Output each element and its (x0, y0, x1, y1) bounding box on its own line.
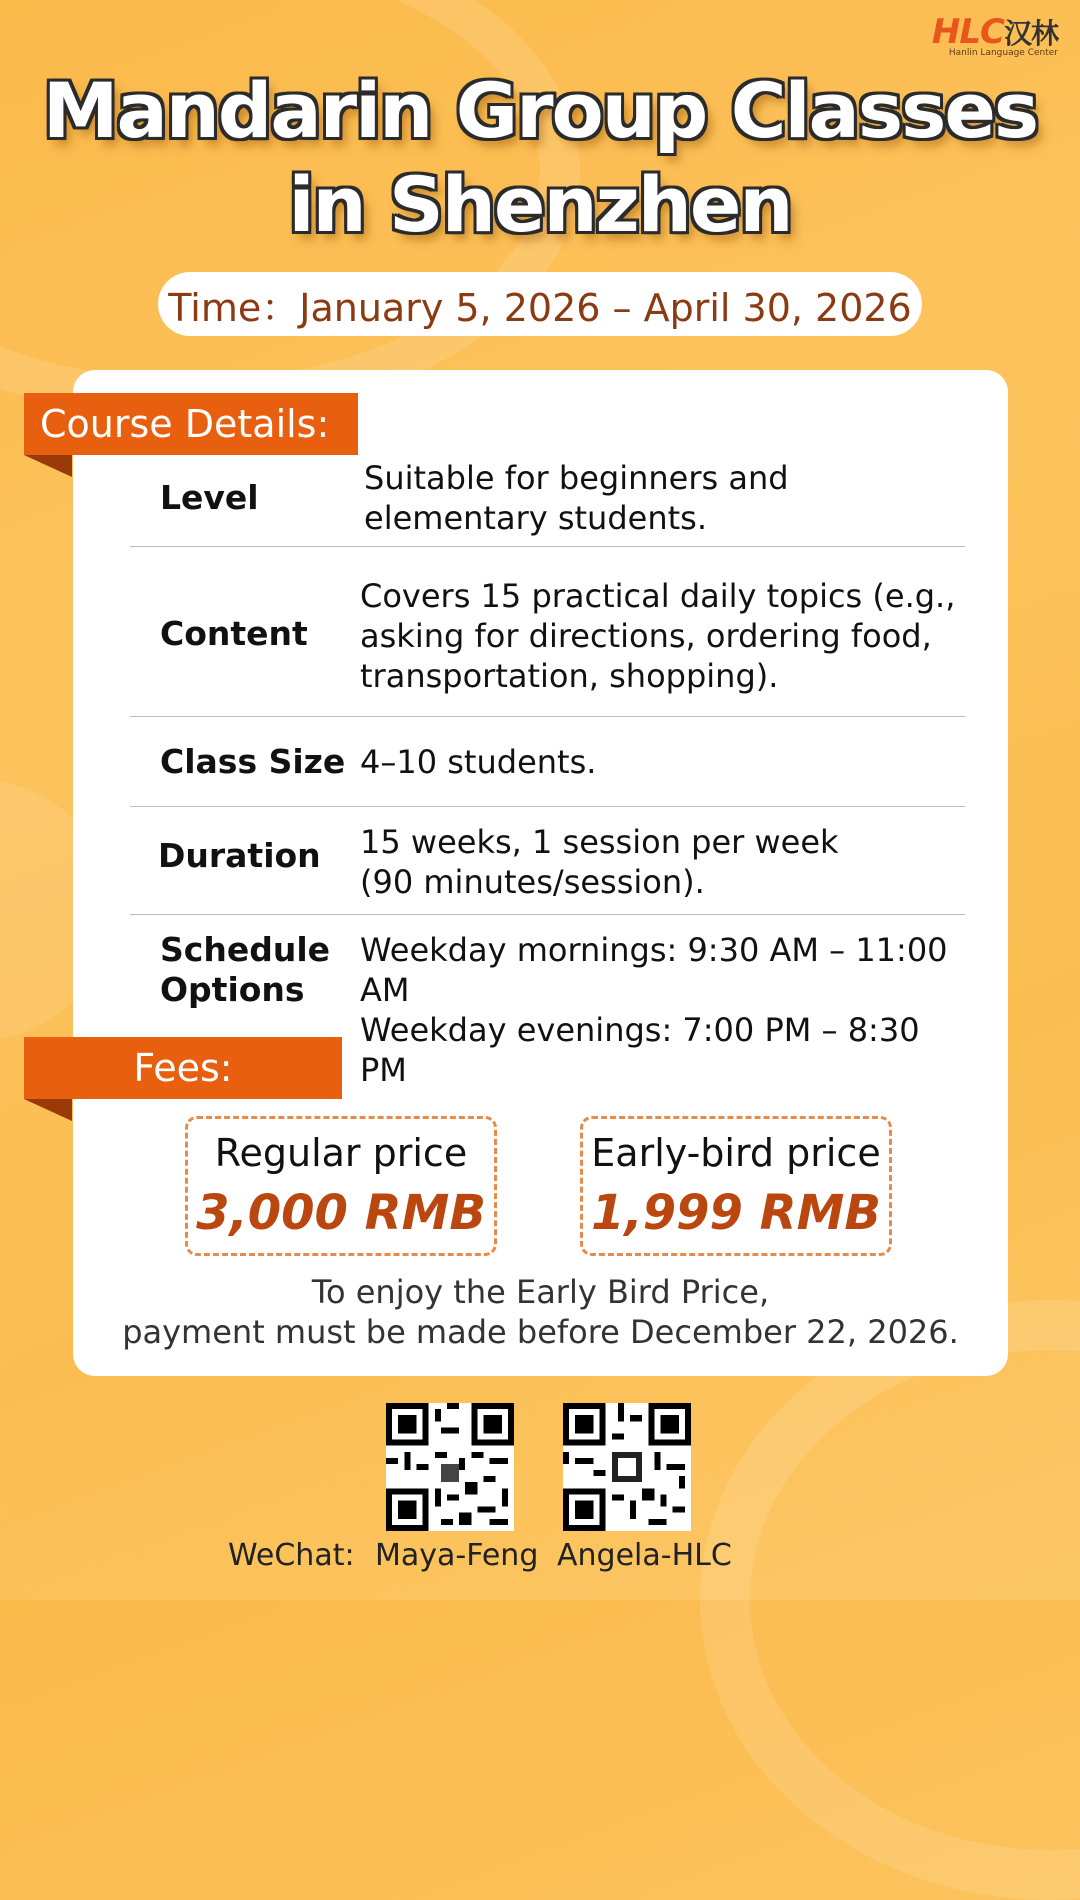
regular-price-value: 3,000 RMB (196, 1185, 486, 1241)
detail-label: Class Size (160, 742, 346, 781)
detail-value: Weekday mornings: 9:30 AM – 11:00 AM Weekday evenings: 7:00 PM – 8:30 PM (360, 931, 948, 1089)
page-title-line2: in Shenzhen (288, 160, 792, 249)
fees-heading-text: Fees: (133, 1046, 233, 1090)
detail-label: Schedule Options (160, 930, 331, 1009)
course-details-heading (24, 393, 358, 455)
hlc-logo (932, 12, 1058, 58)
early-bird-price-value: 1,999 RMB (591, 1185, 881, 1241)
logo-chinese: 汉林 (1003, 17, 1058, 50)
wechat-label: WeChat: (228, 1538, 355, 1573)
early-bird-price-box (580, 1116, 892, 1256)
logo-subtitle: Hanlin Language Center (948, 48, 1058, 58)
page-title-line1: Mandarin Group Classes (42, 66, 1038, 155)
fees-heading (24, 1037, 342, 1099)
background-swirl (700, 1300, 1080, 1900)
detail-value: 4–10 students. (360, 743, 597, 781)
early-bird-note-line1: To enjoy the Early Bird Price, (311, 1273, 770, 1311)
detail-label: Level (160, 478, 259, 517)
detail-value: Suitable for beginners and elementary students. (364, 459, 789, 537)
ribbon-fold (24, 1099, 72, 1121)
detail-label: Content (160, 614, 308, 653)
detail-label: Duration (158, 836, 321, 875)
wechat-id-maya: Maya-Feng (375, 1538, 539, 1573)
row-divider (130, 546, 965, 547)
regular-price-label: Regular price (214, 1131, 468, 1175)
detail-value: 15 weeks, 1 session per week (90 minutes/session). (360, 823, 839, 901)
time-range: Time：January 5, 2026 – April 30, 2026 (158, 272, 922, 336)
detail-value: Covers 15 practical daily topics (e.g., asking for directions, ordering food, transportation, shopping). (360, 577, 956, 695)
wechat-id-angela: Angela-HLC (557, 1538, 732, 1573)
row-divider (130, 806, 965, 807)
row-divider (130, 914, 965, 915)
ribbon-fold (24, 455, 72, 477)
course-details-heading-text: Course Details: (40, 402, 330, 446)
logo-mark: HLC (931, 12, 1004, 52)
regular-price-box (185, 1116, 497, 1256)
early-bird-note (73, 1272, 1008, 1352)
row-divider (130, 716, 965, 717)
qr-code-angela (563, 1403, 691, 1531)
early-bird-price-label: Early-bird price (591, 1131, 881, 1175)
qr-code-maya (386, 1403, 514, 1531)
early-bird-note-line2: payment must be made before December 22, 2026. (122, 1313, 959, 1351)
